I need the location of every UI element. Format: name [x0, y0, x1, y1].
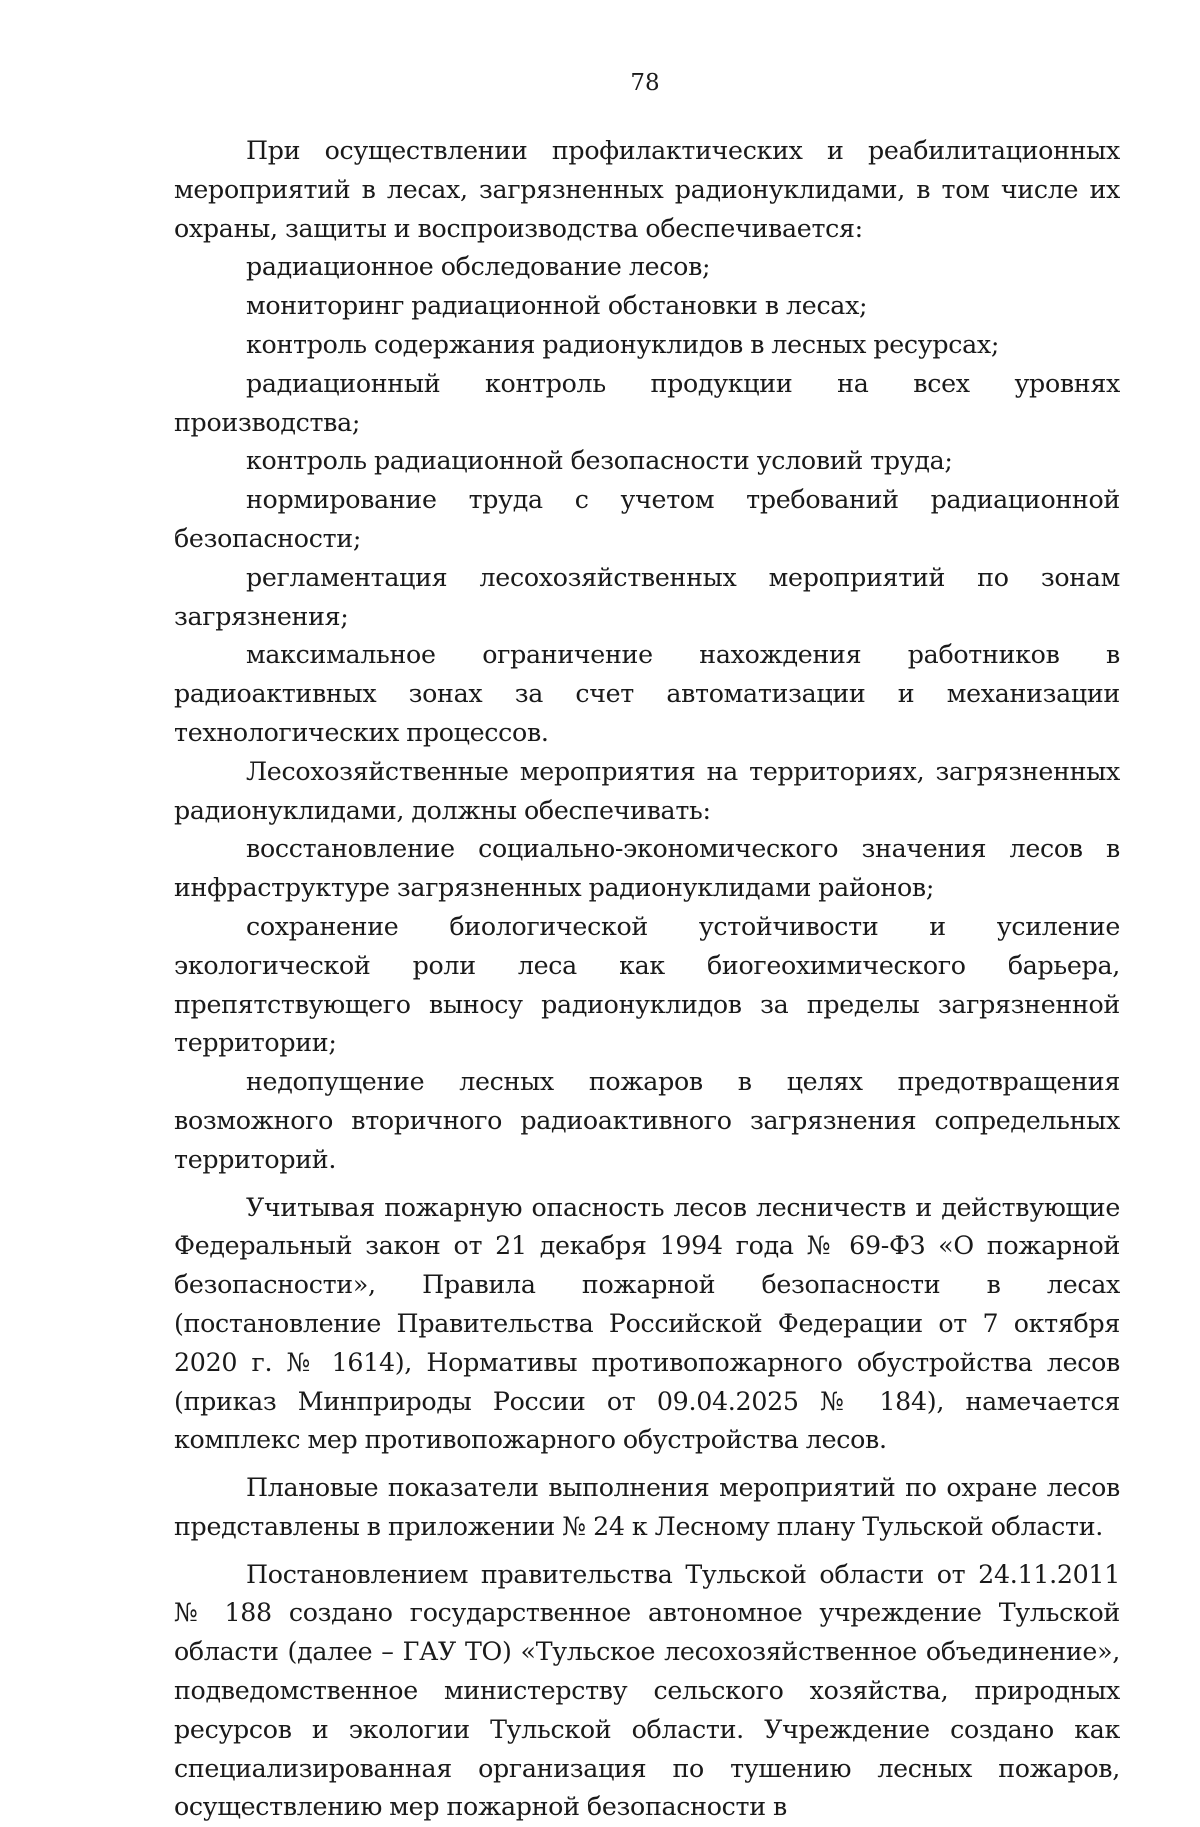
- list-item: регламентация лесохозяйственных мероприятий по зонам загрязнения;: [174, 562, 1120, 631]
- list-item: максимальное ограничение нахождения работников в радиоактивных зонах за счет автоматизации и механизации технологических процессов.: [174, 640, 1120, 747]
- document-body: [174, 132, 1120, 1827]
- list-item: радиационный контроль продукции на всех уровнях производства;: [174, 368, 1120, 437]
- paragraph-planned-indicators: Плановые показатели выполнения мероприятий по охране лесов представлены в приложении № 24 к Лесному плану Тульской области.: [174, 1473, 1120, 1541]
- list-item: недопущение лесных пожаров в целях предотвращения возможного вторичного радиоактивного загрязнения сопредельных территорий.: [174, 1067, 1120, 1174]
- list-item: сохранение биологической устойчивости и усиление экологической роли леса как биогеохимического барьера, препятствующего выносу радионуклидов за пределы загрязненной территории;: [174, 911, 1120, 1058]
- list-item: восстановление социально-экономического значения лесов в инфраструктуре загрязненных радионуклидами районов;: [174, 834, 1120, 903]
- paragraph-resolution: Постановлением правительства Тульской области от 24.11.2011 № 188 создано государственное автономное учреждение Тульской области (далее – ГАУ ТО) «Тульское лесохозяйственное объединение», подведомственное министерству сельского хозяйства, природных ресурсов и экологии Тульской области. Учреждение создано как специализированная организация по тушению лесных пожаров, осуществлению мер пожарной безопасности в: [174, 1559, 1120, 1822]
- paragraph-forestry-measures: Лесохозяйственные мероприятия на территориях, загрязненных радионуклидами, должны обеспечивать:: [174, 756, 1120, 825]
- list-item: нормирование труда с учетом требований радиационной безопасности;: [174, 485, 1120, 553]
- paragraph-fire-safety: Учитывая пожарную опасность лесов лесничеств и действующие Федеральный закон от 21 декабря 1994 года № 69-ФЗ «О пожарной безопасности», Правила пожарной безопасности в лесах (постановление Правительства Российской Федерации от 7 октября 2020 г. № 1614), Нормативы противопожарного обустройства лесов (приказ Минприроды России от 09.04.2025 № 184), намечается комплекс мер противопожарного обустройства лесов.: [174, 1192, 1120, 1455]
- list-item: радиационное обследование лесов;: [246, 252, 711, 282]
- page-number: 78: [630, 70, 660, 96]
- list-item: контроль радиационной безопасности условий труда;: [246, 446, 953, 476]
- paragraph-intro: При осуществлении профилактических и реабилитационных мероприятий в лесах, загрязненных радионуклидами, в том числе их охраны, защиты и воспроизводства обеспечивается:: [174, 136, 1120, 243]
- list-item: мониторинг радиационной обстановки в лесах;: [246, 291, 868, 321]
- list-item: контроль содержания радионуклидов в лесных ресурсах;: [246, 329, 1000, 359]
